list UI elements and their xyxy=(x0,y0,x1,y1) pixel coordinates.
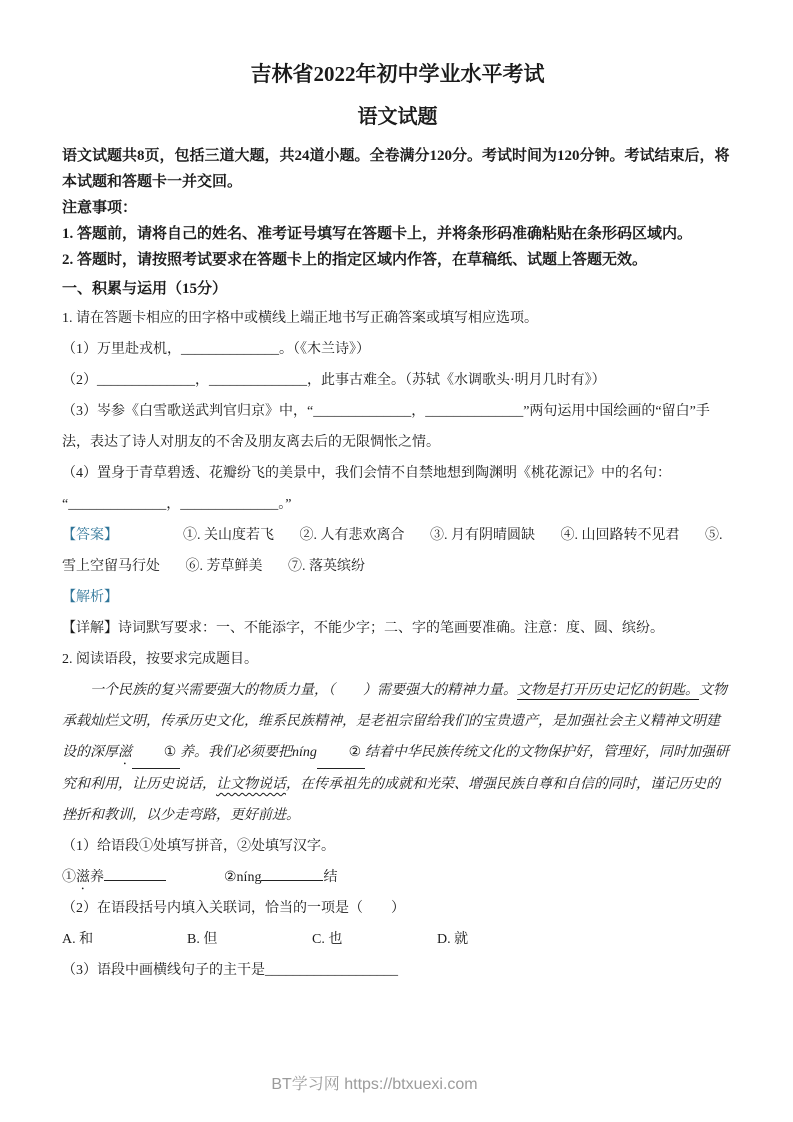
passage-text-4: 结着中华民族传统文化的文物保护好，管理好，同时加强研究和利用，让历史说话， xyxy=(62,745,729,792)
notice-item-2: 2. 答题时，请按照考试要求在答题卡上的指定区域内作答，在草稿纸、试题上答题无效。 xyxy=(62,252,648,268)
passage-text-1: 一个民族的复兴需要强大的物质力量，（ ）需要强大的精神力量。 xyxy=(90,683,517,698)
answer-item-4: ④. 山回路转不见君 xyxy=(560,528,680,543)
answer-label: 【答案】 xyxy=(62,528,118,543)
notice-item-1: 1. 答题前，请将自己的姓名、准考证号填写在答题卡上，并将条形码准确粘贴在条形码区域内。 xyxy=(62,226,693,242)
question-2-stem: 2. 阅读语段，按要求完成题目。 xyxy=(62,652,258,667)
notice-heading: 注意事项： xyxy=(62,200,138,216)
exam-preamble xyxy=(62,143,733,273)
detail-text: 诗词默写要求：一、不能添字，不能少字；二、字的笔画要准确。注意：度、圆、缤纷。 xyxy=(118,621,664,636)
analysis-label: 【解析】 xyxy=(62,590,118,605)
pinyin-fill-line xyxy=(62,862,733,893)
question-2-sub-1: （1）给语段①处填写拼音，②处填写汉字。 xyxy=(62,839,335,854)
question-1-item-1: （1）万里赴戎机，______________。（《木兰诗》） xyxy=(62,342,370,357)
answer-item-5: ⑤. 雪上空留马行处 xyxy=(62,528,723,574)
passage-wavy-underlined: 让文物说话 xyxy=(216,777,286,792)
answer-item-7: ⑦. 落英缤纷 xyxy=(288,559,365,574)
exam-intro: 语文试题共8页，包括三道大题，共24道小题。全卷满分120分。考试时间为120分钟。考试结束后，将本试题和答题卡一并交回。 xyxy=(62,148,730,190)
answer-item-3: ③. 月有阴晴圆缺 xyxy=(430,528,535,543)
pinyin-blank xyxy=(104,880,166,881)
passage-blank-2: ② xyxy=(317,737,365,769)
question-1-item-4-quote: “______________，______________。” xyxy=(62,497,292,512)
question-2-sub-2: （2）在语段括号内填入关联词，恰当的一项是（ ） xyxy=(62,901,405,916)
detail-label: 【详解】 xyxy=(62,621,118,636)
option-c: C. 也 xyxy=(312,932,343,947)
passage-text-2: 文物承载灿烂文明，传承历史文化，维系民族精神，是老祖宗留给我们的宝贵遗产，是加强社会主义精神文明建设的深厚 xyxy=(62,683,727,760)
fill-a-emphasized-char: 滋 xyxy=(76,870,90,885)
page-subtitle: 语文试题 xyxy=(357,106,438,128)
fill-a-number: ① xyxy=(62,870,76,885)
answer-item-2: ②. 人有悲欢离合 xyxy=(299,528,405,543)
footer-credit[interactable]: BT学习网 https://btxuexi.com xyxy=(271,1076,478,1093)
section-heading: 一、积累与运用（15分） xyxy=(62,281,228,297)
detail-line xyxy=(62,613,733,644)
passage-blank-1: ① xyxy=(132,737,180,769)
option-a: A. 和 xyxy=(62,932,94,947)
question-1-block xyxy=(62,303,733,644)
passage-emphasized-char: 滋 xyxy=(118,745,132,760)
fill-b-rest: 结 xyxy=(323,870,338,885)
passage-text-5: ，在传承祖先的成就和光荣、增强民族自尊和自信的同时，谨记历史的挫折和教训，以少走弯路，更好前进。 xyxy=(62,777,720,823)
reading-passage xyxy=(62,675,733,831)
answer-item-6: ⑥. 芳草鲜美 xyxy=(185,559,263,574)
question-1-item-4: （4）置身于青草碧透、花瓣纷飞的美景中，我们会情不自禁地想到陶渊明《桃花源记》中的名句： xyxy=(62,466,671,481)
page-title: 吉林省2022年初中学业水平考试 xyxy=(250,62,545,86)
option-b: B. 但 xyxy=(187,932,218,947)
answer-line xyxy=(62,520,733,582)
passage-text-3: 养。我们必须要把níng xyxy=(180,745,317,760)
question-2-sub-3: （3）语段中画横线句子的主干是___________________ xyxy=(62,963,398,978)
answer-item-1: ①. 关山度若飞 xyxy=(183,528,274,543)
option-d: D. 就 xyxy=(437,932,469,947)
question-2-block xyxy=(62,644,733,986)
choice-options-row xyxy=(62,924,733,955)
question-1-item-2: （2）______________，______________，此事古难全。（苏轼《水调歌头·明月几时有》） xyxy=(62,373,606,388)
hanzi-blank xyxy=(261,880,323,881)
fill-b-lead: ②níng xyxy=(224,870,262,885)
question-1-stem: 1. 请在答题卡相应的田字格中或横线上端正地书写正确答案或填写相应选项。 xyxy=(62,311,538,326)
fill-a-rest: 养 xyxy=(90,870,104,885)
passage-underlined-sentence: 文物是打开历史记忆的钥匙。 xyxy=(517,683,699,698)
question-1-item-3: （3）岑参《白雪歌送武判官归京》中，“______________，______________”两句运用中国绘画的“留白”手法，表达了诗人对朋友的不舍及朋友离去后的无限惆怅之情。 xyxy=(62,404,710,450)
